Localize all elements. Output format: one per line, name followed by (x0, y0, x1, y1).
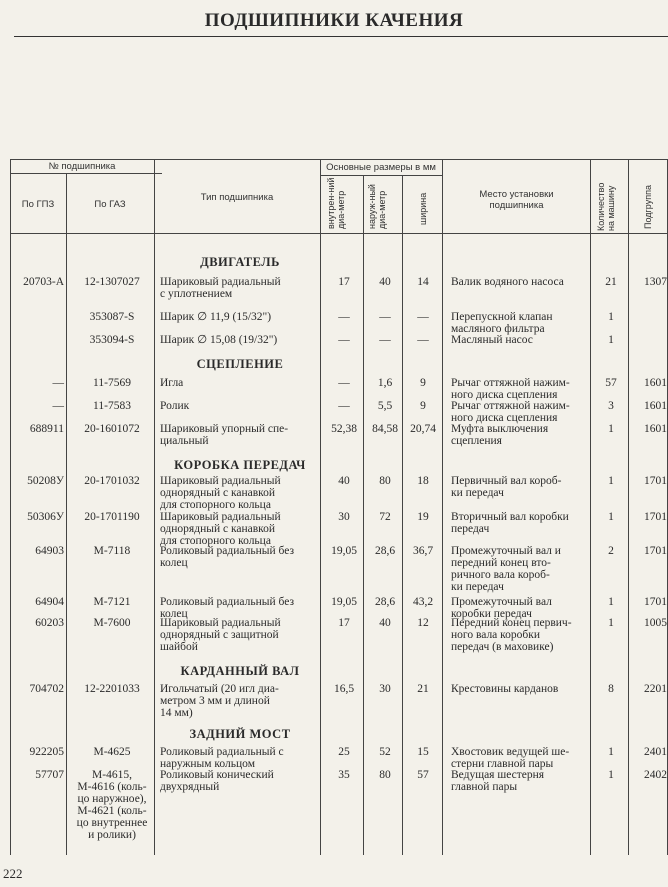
gaz-number: М-7600 (93, 617, 131, 629)
quantity: 57 (605, 377, 617, 389)
outer-diameter: 5,5 (377, 400, 393, 412)
inner-diameter: — (338, 400, 350, 412)
bearing-type: Игла (160, 377, 184, 389)
outer-diameter: 30 (379, 683, 391, 695)
outer-diameter: 80 (379, 475, 391, 487)
gpz-number: 50306У (27, 511, 64, 523)
subgroup: 1601 (644, 423, 667, 435)
header-subgroup: Подгруппа (643, 185, 653, 229)
header-bearing-no: № подшипника (48, 161, 116, 172)
install-place: Валик водяного насоса (451, 276, 564, 288)
inner-diameter: 17 (338, 617, 350, 629)
install-place: Рычаг оттяжной нажим- ного диска сцепления (451, 377, 570, 401)
subgroup: 2402 (644, 769, 667, 781)
header-by-gpz: По ГПЗ (21, 199, 55, 210)
section-title: ЗАДНИЙ МОСТ (189, 727, 291, 741)
column-rule (628, 159, 629, 855)
inner-diameter: — (338, 377, 350, 389)
width-value: 36,7 (412, 545, 434, 557)
gaz-number: 11-7583 (93, 400, 131, 412)
inner-diameter: — (338, 311, 350, 323)
subgroup: 2201 (644, 683, 667, 695)
column-rule (66, 173, 67, 855)
install-place: Перепускной клапан масляного фильтра (451, 311, 553, 335)
gaz-number: 12-1307027 (84, 276, 140, 288)
subgroup: 1701 (644, 596, 667, 608)
gpz-number: 50208У (27, 475, 64, 487)
bearing-type: Шариковый радиальный однорядный с канавкой для стопорного кольца (160, 475, 281, 511)
outer-diameter: 40 (379, 276, 391, 288)
header-by-gaz: По ГАЗ (94, 199, 126, 210)
column-rule (320, 159, 321, 855)
width-value: — (417, 334, 429, 346)
inner-diameter: 19,05 (331, 545, 357, 557)
gaz-number: 12-2201033 (84, 683, 140, 695)
quantity: 1 (608, 475, 614, 487)
subgroup: 1701 (644, 475, 667, 487)
gpz-number: 60203 (35, 617, 64, 629)
outer-diameter: 72 (379, 511, 391, 523)
bearing-type: Игольчатый (20 игл диа- метром 3 мм и длиной 14 мм) (160, 683, 279, 719)
header-bottom-rule (10, 233, 668, 234)
header-inner-diam: внутрен-ний диа-метр (326, 177, 346, 229)
bearing-type: Шарик ∅ 15,08 (19/32") (160, 334, 278, 346)
gpz-number: 922205 (29, 746, 64, 758)
header-width: ширина (418, 192, 428, 225)
width-value: 43,2 (412, 596, 434, 608)
install-place: Первичный вал короб- ки передач (451, 475, 562, 499)
table-top-rule (10, 159, 668, 160)
width-value: 9 (420, 400, 426, 412)
subgroup: 1601 (644, 400, 667, 412)
gaz-number: 20-1701032 (84, 475, 140, 487)
inner-diameter: 52,38 (331, 423, 357, 435)
bearing-type: Шарик ∅ 11,9 (15/32") (160, 311, 272, 323)
header-qty: Количество на машину (596, 182, 616, 231)
column-rule (10, 159, 11, 855)
column-rule (154, 159, 155, 855)
inner-diameter: 25 (338, 746, 350, 758)
column-rule (442, 159, 443, 855)
gaz-number: 353087-S (89, 311, 135, 323)
gpz-number: 688911 (29, 423, 64, 435)
section-title: КОРОБКА ПЕРЕДАЧ (174, 458, 306, 472)
header-sub-rule (10, 173, 162, 174)
gpz-number: 64903 (35, 545, 64, 557)
quantity: 1 (608, 511, 614, 523)
gaz-number: 20-1701190 (84, 511, 140, 523)
width-value: 9 (420, 377, 426, 389)
outer-diameter: — (379, 311, 391, 323)
bearing-type: Шариковый радиальный однорядный с защитной шайбой (160, 617, 281, 653)
width-value: 57 (417, 769, 429, 781)
install-place: Рычаг оттяжной нажим- ного диска сцепления (451, 400, 570, 424)
subgroup: 1601 (644, 377, 667, 389)
header-type: Тип подшипника (200, 192, 274, 203)
bearing-type: Роликовый радиальный без колец (160, 596, 294, 620)
bearing-type: Роликовый радиальный без колец (160, 545, 294, 569)
quantity: 1 (608, 617, 614, 629)
outer-diameter: 40 (379, 617, 391, 629)
install-place: Хвостовик ведущей ше- стерни главной пары (451, 746, 570, 770)
width-value: 12 (417, 617, 429, 629)
subgroup: 1701 (644, 545, 667, 557)
bearing-type: Ролик (160, 400, 190, 412)
quantity: 1 (608, 596, 614, 608)
bearing-type: Роликовый конический двухрядный (160, 769, 274, 793)
inner-diameter: 19,05 (331, 596, 357, 608)
inner-diameter: 30 (338, 511, 350, 523)
page-title: ПОДШИПНИКИ КАЧЕНИЯ (204, 10, 464, 31)
gpz-number: — (52, 377, 64, 389)
gpz-number: 20703-А (23, 276, 64, 288)
section-title: КАРДАННЫЙ ВАЛ (180, 664, 300, 678)
width-value: 19 (417, 511, 429, 523)
header-main-dims: Основные размеры в мм (326, 162, 436, 173)
bearing-type: Роликовый радиальный с наружным кольцом (160, 746, 284, 770)
width-value: 20,74 (410, 423, 436, 435)
width-value: 15 (417, 746, 429, 758)
subgroup: 1701 (644, 511, 667, 523)
inner-diameter: 16,5 (333, 683, 355, 695)
gaz-number: М-4615, М-4616 (коль- цо наружное), М-4621 (коль- цо внутреннее и ролики) (76, 769, 148, 841)
quantity: 1 (608, 746, 614, 758)
outer-diameter: 28,6 (374, 545, 396, 557)
inner-diameter: — (338, 334, 350, 346)
outer-diameter: 52 (379, 746, 391, 758)
outer-diameter: 28,6 (374, 596, 396, 608)
section-title: СЦЕПЛЕНИЕ (196, 357, 284, 371)
install-place: Промежуточный вал коробки передач (451, 596, 552, 620)
quantity: 1 (608, 423, 614, 435)
quantity: 1 (608, 769, 614, 781)
bearings-table (10, 159, 668, 855)
title-rule (14, 36, 668, 37)
gaz-number: 20-1601072 (84, 423, 140, 435)
header-sub-rule (320, 175, 442, 176)
width-value: 21 (417, 683, 429, 695)
subgroup: 2401 (644, 746, 667, 758)
install-place: Крестовины карданов (451, 683, 559, 695)
gpz-number: — (52, 400, 64, 412)
gaz-number: М-4625 (93, 746, 131, 758)
outer-diameter: 80 (379, 769, 391, 781)
outer-diameter: 84,58 (372, 423, 398, 435)
quantity: 8 (608, 683, 614, 695)
install-place: Масляный насос (451, 334, 533, 346)
subgroup: 1005 (644, 617, 667, 629)
bearing-type: Шариковый упорный спе- циальный (160, 423, 289, 447)
gpz-number: 64904 (35, 596, 64, 608)
header-place: Место установки подшипника (479, 189, 554, 211)
width-value: 14 (417, 276, 429, 288)
install-place: Передний конец первич- ного вала коробки передач (в маховике) (451, 617, 572, 653)
inner-diameter: 40 (338, 475, 350, 487)
quantity: 21 (605, 276, 617, 288)
width-value: 18 (417, 475, 429, 487)
gaz-number: 11-7569 (93, 377, 131, 389)
quantity: 3 (608, 400, 614, 412)
inner-diameter: 35 (338, 769, 350, 781)
install-place: Вторичный вал коробки передач (451, 511, 569, 535)
gpz-number: 704702 (29, 683, 64, 695)
install-place: Муфта выключения сцепления (451, 423, 549, 447)
gaz-number: М-7121 (93, 596, 131, 608)
gaz-number: М-7118 (93, 545, 131, 557)
width-value: — (417, 311, 429, 323)
gaz-number: 353094-S (89, 334, 135, 346)
inner-diameter: 17 (338, 276, 350, 288)
install-place: Ведущая шестерня главной пары (451, 769, 545, 793)
outer-diameter: 1,6 (377, 377, 393, 389)
subgroup: 1307 (644, 276, 667, 288)
bearing-type: Шариковый радиальный однорядный с канавкой для стопорного кольца (160, 511, 281, 547)
quantity: 1 (608, 311, 614, 323)
outer-diameter: — (379, 334, 391, 346)
quantity: 1 (608, 334, 614, 346)
quantity: 2 (608, 545, 614, 557)
header-outer-diam: наруж-ный диа-метр (367, 184, 387, 229)
section-title: ДВИГАТЕЛЬ (200, 255, 280, 269)
install-place: Промежуточный вал и передний конец вто- ричного вала короб- ки передач (451, 545, 561, 593)
gpz-number: 57707 (35, 769, 64, 781)
page-number: 222 (3, 866, 23, 881)
bearing-type: Шариковый радиальный с уплотнением (160, 276, 281, 300)
